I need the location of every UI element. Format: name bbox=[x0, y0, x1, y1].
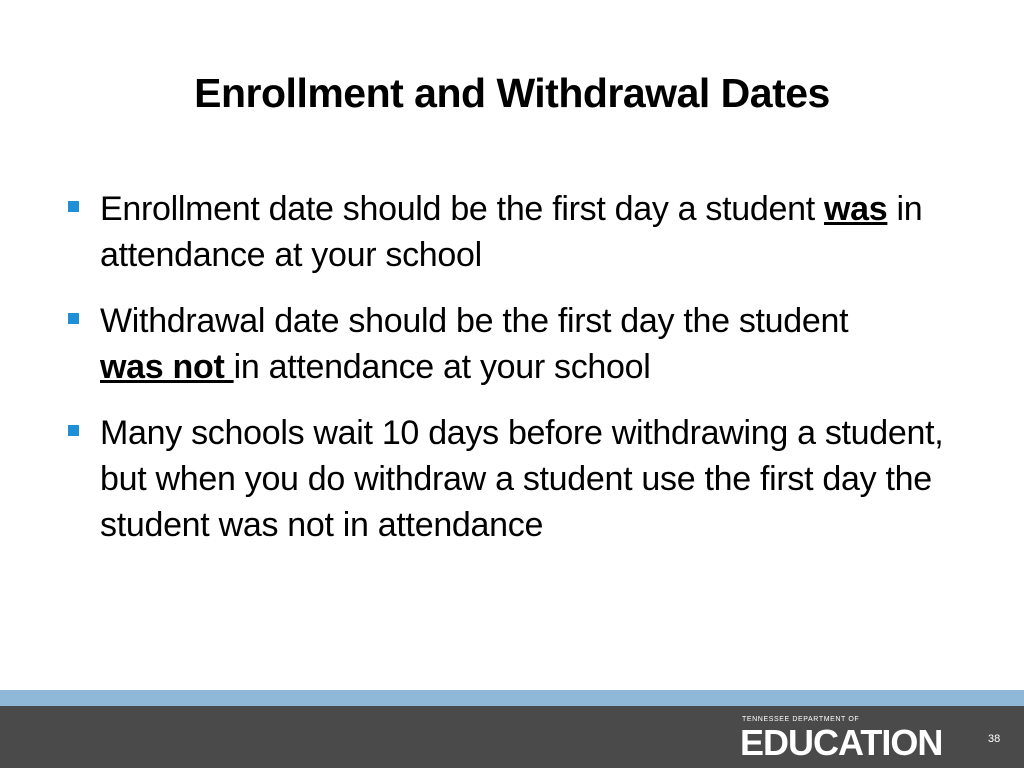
tn-education-logo bbox=[740, 716, 970, 762]
slide-title: Enrollment and Withdrawal Dates bbox=[194, 70, 830, 116]
square-bullet-icon bbox=[68, 313, 79, 324]
logo-subtitle: TENNESSEE DEPARTMENT OF bbox=[742, 716, 860, 723]
bullet-list bbox=[62, 186, 982, 568]
bullet-emphasis: was bbox=[824, 190, 888, 228]
bullet-emphasis: was not bbox=[100, 348, 234, 386]
bullet-text: Many schools wait 10 days before withdrawing a student, but when you do withdraw a student use the first day the student was not in attendance bbox=[100, 414, 944, 544]
bullet-text: Withdrawal date should be the first day the student bbox=[100, 302, 849, 340]
bullet-text: in attendance at your school bbox=[233, 348, 651, 386]
logo-wordmark: EDUCATION bbox=[740, 722, 943, 763]
footer-accent-stripe bbox=[0, 690, 1024, 706]
bullet-item-wait-period bbox=[62, 410, 982, 548]
bullet-text: in attendance at your school bbox=[100, 190, 923, 274]
bullet-item-withdrawal bbox=[62, 298, 982, 390]
square-bullet-icon bbox=[68, 425, 79, 436]
bullet-text: Enrollment date should be the first day a student bbox=[100, 190, 825, 228]
square-bullet-icon bbox=[68, 201, 79, 212]
bullet-item-enrollment bbox=[62, 186, 982, 278]
page-number: 38 bbox=[988, 733, 1001, 745]
